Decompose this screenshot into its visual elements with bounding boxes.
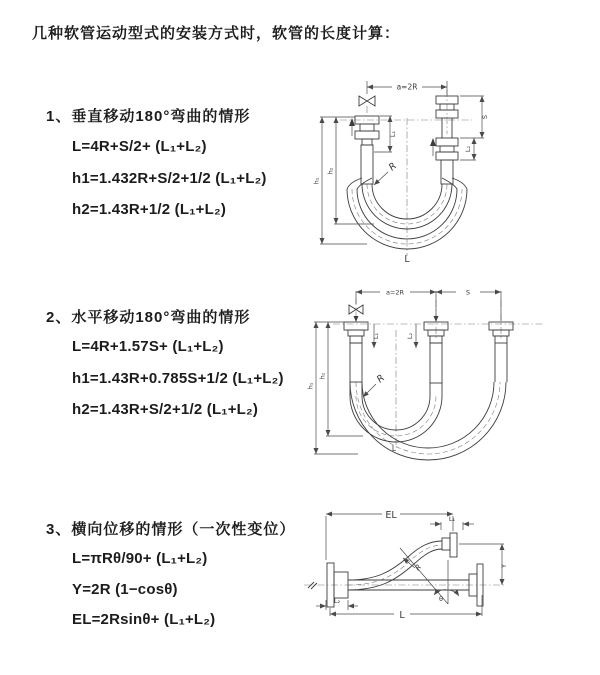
dim-label-a2r: a=2R: [385, 288, 405, 297]
dim-label-h2: h₂: [326, 167, 335, 175]
right-fitting-lower: [436, 138, 458, 160]
section-2-formula-h2: h2=1.43R+S/2+1/2 (L₁+L₂): [72, 401, 259, 418]
diagram-horizontal-180-bend: [308, 278, 578, 463]
pipe2-braid: [430, 343, 442, 383]
section-2-heading: 2、水平移动180°弯曲的情形: [46, 309, 251, 326]
break-mark: [308, 582, 317, 589]
section-3-formula-EL: EL=2Rsinθ+ (L₁+L₂): [72, 611, 216, 628]
centerlines: [340, 90, 472, 256]
dim-label-el: EL: [385, 510, 397, 521]
dim-label-radius: R: [386, 160, 399, 174]
displaced-flange: [442, 533, 457, 557]
section-3-formula-Y: Y=2R (1−cosθ): [72, 581, 178, 598]
dim-label-l1: L₁: [389, 130, 397, 138]
section-2-formula-L: L=4R+1.57S+ (L₁+L₂): [72, 338, 224, 355]
dimension-lines: [313, 81, 490, 265]
left-fitting: [355, 116, 379, 145]
dimension-lines: [316, 510, 508, 621]
dim-label-s: S: [481, 114, 489, 120]
section-1-heading: 1、垂直移动180°弯曲的情形: [46, 108, 251, 125]
motion-arrow-icon: [354, 316, 439, 322]
valve-icon: [359, 96, 375, 106]
centerlines: [333, 298, 543, 454]
dim-label-length: L: [399, 610, 405, 621]
dim-label-h1: h₁: [306, 382, 315, 390]
page-title: 几种软管运动型式的安装方式时，软管的长度计算：: [32, 25, 401, 42]
dim-label-l2: L₂: [406, 332, 414, 340]
pipe1-braid: [350, 343, 362, 382]
section-3-heading: 3、横向位移的情形（一次性变位）: [46, 521, 296, 538]
dim-label-h2: h₂: [318, 372, 327, 380]
dim-label-length: L: [404, 254, 410, 265]
pipe1-fitting: [344, 322, 368, 343]
section-1-formula-h2: h2=1.43R+1/2 (L₁+L₂): [72, 201, 227, 218]
section-3-formula-L: L=πRθ/90+ (L₁+L₂): [72, 550, 208, 567]
dim-label-y: Y: [500, 564, 508, 568]
dim-label-length: L: [391, 444, 397, 453]
dim-label-h1: h₁: [312, 177, 321, 185]
section-1-formula-L: L=4R+S/2+ (L₁+L₂): [72, 138, 207, 155]
dim-label-a2r: a=2R: [396, 82, 418, 92]
dim-label-l2: L₂: [333, 597, 341, 605]
dim-label-radius: R: [374, 372, 387, 386]
dim-label-l2: L₂: [464, 145, 472, 153]
dim-label-radius: R: [413, 562, 424, 573]
hose-drawing: [344, 305, 513, 460]
dim-label-s: S: [465, 288, 471, 297]
diagram-lateral-displacement: [296, 500, 596, 640]
dim-label-l1: L₁: [448, 515, 456, 523]
dim-label-l1: L₁: [372, 332, 380, 340]
diagram-vertical-180-bend: [312, 68, 562, 268]
section-1-formula-h1: h1=1.432R+S/2+1/2 (L₁+L₂): [72, 170, 267, 187]
dim-label-theta: θ: [439, 595, 443, 603]
section-2-formula-h1: h1=1.43R+0.785S+1/2 (L₁+L₂): [72, 370, 284, 387]
